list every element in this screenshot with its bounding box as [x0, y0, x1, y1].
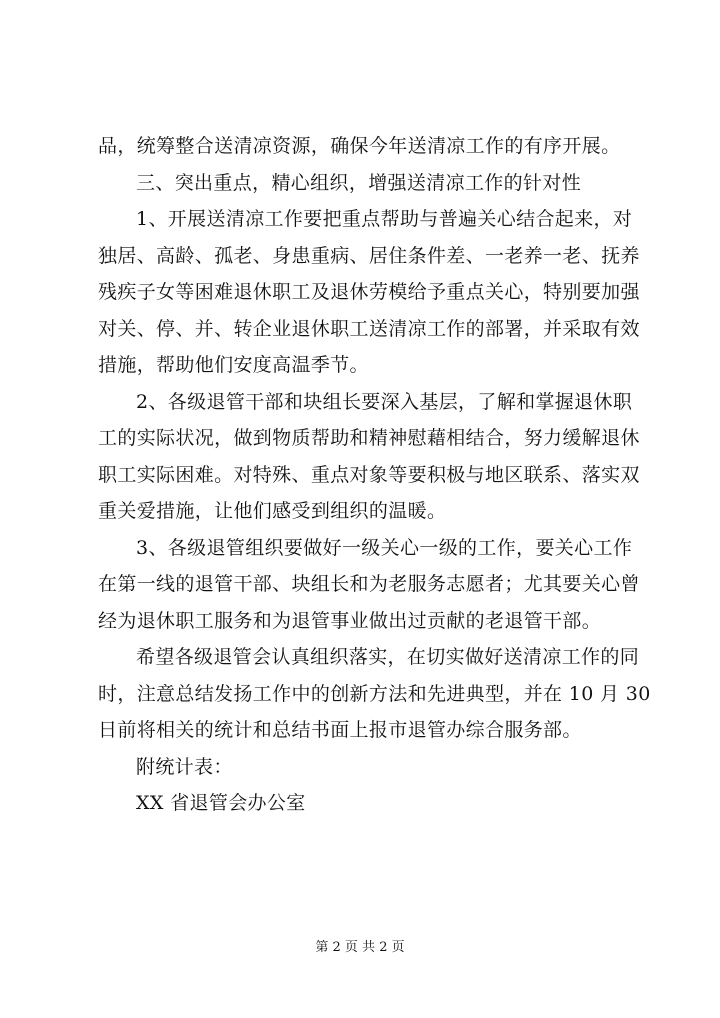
- paragraph-line: 2、各级退管干部和块组长要深入基层，了解和掌握退休职: [136, 390, 633, 413]
- paragraph-line: 重关爱措施，让他们感受到组织的温暖。: [98, 500, 447, 522]
- paragraph-line: 对关、停、并、转企业退休职工送清凉工作的部署，并采取有效: [98, 317, 640, 340]
- attachment-label: 附统计表：: [136, 755, 233, 778]
- paragraph-line: 职工实际困难。对特殊、重点对象等要积极与地区联系、落实双: [98, 463, 640, 486]
- section-heading: 三、突出重点，精心组织，增强送清凉工作的针对性: [136, 171, 582, 194]
- paragraph-line: 工的实际状况，做到物质帮助和精神慰藉相结合，努力缓解退休: [98, 427, 640, 449]
- paragraph-line: 品，统筹整合送清凉资源，确保今年送清凉工作的有序开展。: [98, 135, 621, 157]
- paragraph-line: 残疾子女等困难退休职工及退休劳模给予重点关心，特别要加强: [98, 281, 640, 303]
- paragraph-line: 在第一线的退管干部、块组长和为老服务志愿者；尤其要关心曾: [98, 573, 640, 595]
- paragraph-line: 独居、高龄、孤老、身患重病、居住条件差、一老养一老、抚养: [98, 244, 640, 267]
- paragraph-line: 希望各级退管会认真组织落实，在切实做好送清凉工作的同: [136, 646, 640, 668]
- document-body: [98, 128, 651, 822]
- paragraph-line: 措施，帮助他们安度高温季节。: [98, 354, 369, 376]
- paragraph-line: 3、各级退管组织要做好一级关心一级的工作，要关心工作: [136, 536, 633, 559]
- paragraph-line: 时，注意总结发扬工作中的创新方法和先进典型，并在 10 月 30: [98, 682, 651, 705]
- signature-office: XX 省退管会办公室: [136, 792, 306, 814]
- page-footer: 第 2 页 共 2 页: [315, 940, 405, 955]
- paragraph-line: 经为退休职工服务和为退管事业做出过贡献的老退管干部。: [98, 609, 602, 632]
- paragraph-line: 日前将相关的统计和总结书面上报市退管办综合服务部。: [98, 719, 582, 741]
- paragraph-line: 1、开展送清凉工作要把重点帮助与普遍关心结合起来，对: [136, 208, 633, 230]
